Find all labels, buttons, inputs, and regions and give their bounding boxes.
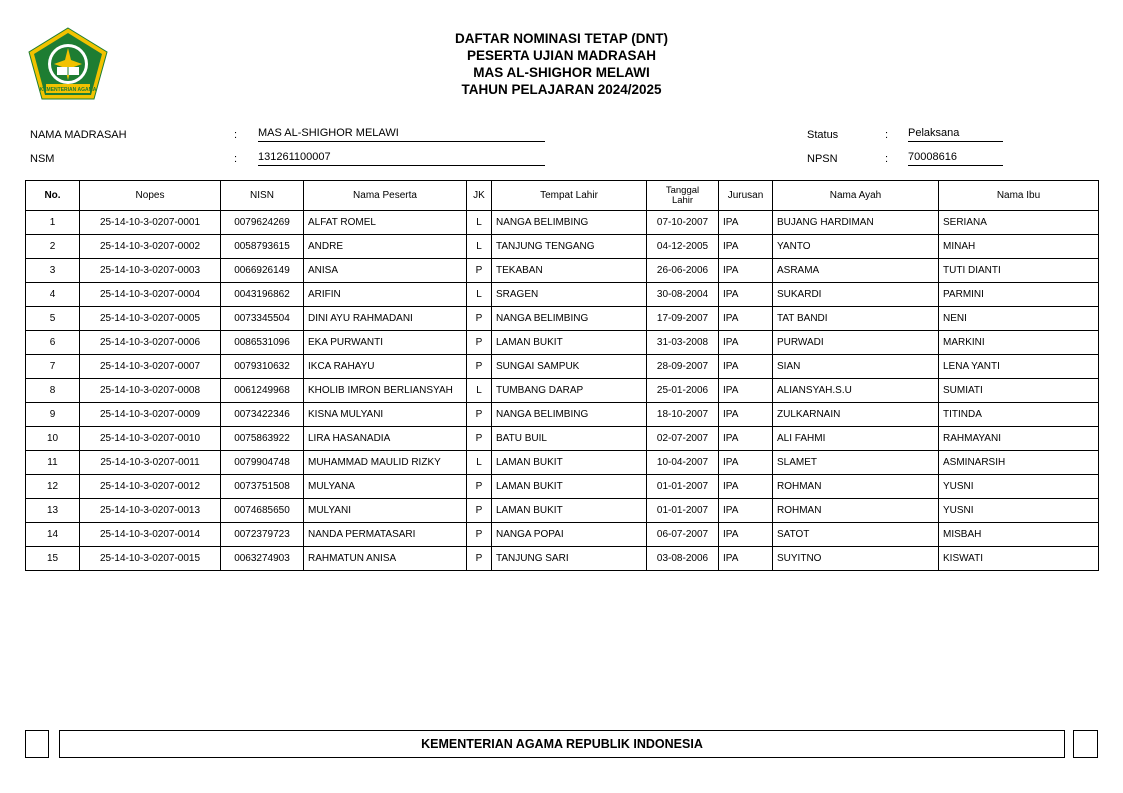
cell-ibu: MINAH: [939, 235, 1099, 259]
cell-nama: RAHMATUN ANISA: [304, 547, 467, 571]
cell-ibu: TUTI DIANTI: [939, 259, 1099, 283]
cell-no: 14: [26, 523, 80, 547]
cell-nama: MUHAMMAD MAULID RIZKY: [304, 451, 467, 475]
col-header-jk: JK: [467, 181, 492, 211]
cell-nisn: 0074685650: [221, 499, 304, 523]
cell-nisn: 0079624269: [221, 211, 304, 235]
cell-jurusan: IPA: [719, 307, 773, 331]
cell-tanggal: 02-07-2007: [647, 427, 719, 451]
cell-no: 7: [26, 355, 80, 379]
table-row: [26, 427, 1099, 451]
cell-tempat: NANGA BELIMBING: [492, 307, 647, 331]
cell-tempat: SRAGEN: [492, 283, 647, 307]
cell-no: 10: [26, 427, 80, 451]
cell-tempat: NANGA POPAI: [492, 523, 647, 547]
cell-jk: L: [467, 235, 492, 259]
footer-left-box: [25, 730, 49, 758]
cell-ibu: NENI: [939, 307, 1099, 331]
col-header-nama: Nama Peserta: [304, 181, 467, 211]
cell-ibu: PARMINI: [939, 283, 1099, 307]
cell-ibu: YUSNI: [939, 499, 1099, 523]
cell-tanggal: 25-01-2006: [647, 379, 719, 403]
cell-jk: P: [467, 403, 492, 427]
cell-ayah: ROHMAN: [773, 499, 939, 523]
cell-nopes: 25-14-10-3-0207-0008: [80, 379, 221, 403]
nama-madrasah-value: MAS AL-SHIGHOR MELAWI: [258, 128, 545, 142]
cell-nopes: 25-14-10-3-0207-0005: [80, 307, 221, 331]
nominee-table: [25, 180, 1099, 571]
cell-jurusan: IPA: [719, 235, 773, 259]
cell-ayah: ALIANSYAH.S.U: [773, 379, 939, 403]
cell-ibu: SUMIATI: [939, 379, 1099, 403]
cell-tempat: SUNGAI SAMPUK: [492, 355, 647, 379]
title-line-4: TAHUN PELAJARAN 2024/2025: [461, 82, 662, 97]
cell-nopes: 25-14-10-3-0207-0004: [80, 283, 221, 307]
status-colon: :: [885, 129, 889, 141]
cell-jurusan: IPA: [719, 379, 773, 403]
cell-tanggal: 01-01-2007: [647, 499, 719, 523]
cell-ibu: LENA YANTI: [939, 355, 1099, 379]
cell-nisn: 0066926149: [221, 259, 304, 283]
cell-no: 3: [26, 259, 80, 283]
cell-tempat: BATU BUIL: [492, 427, 647, 451]
cell-jk: P: [467, 355, 492, 379]
cell-no: 9: [26, 403, 80, 427]
cell-nisn: 0086531096: [221, 331, 304, 355]
nsm-colon: :: [234, 153, 238, 165]
cell-jk: P: [467, 475, 492, 499]
table-row: [26, 475, 1099, 499]
cell-no: 15: [26, 547, 80, 571]
cell-ayah: SLAMET: [773, 451, 939, 475]
cell-ayah: ROHMAN: [773, 475, 939, 499]
cell-nama: KISNA MULYANI: [304, 403, 467, 427]
cell-jurusan: IPA: [719, 475, 773, 499]
cell-ibu: SERIANA: [939, 211, 1099, 235]
cell-ibu: TITINDA: [939, 403, 1099, 427]
cell-nisn: 0072379723: [221, 523, 304, 547]
cell-ayah: ZULKARNAIN: [773, 403, 939, 427]
cell-no: 8: [26, 379, 80, 403]
cell-jurusan: IPA: [719, 427, 773, 451]
cell-ibu: KISWATI: [939, 547, 1099, 571]
cell-jk: P: [467, 259, 492, 283]
cell-nopes: 25-14-10-3-0207-0003: [80, 259, 221, 283]
cell-tanggal: 28-09-2007: [647, 355, 719, 379]
cell-nopes: 25-14-10-3-0207-0007: [80, 355, 221, 379]
cell-ayah: TAT BANDI: [773, 307, 939, 331]
cell-jurusan: IPA: [719, 523, 773, 547]
logo-text: KEMENTERIAN AGAMA: [39, 87, 97, 93]
table-row: [26, 211, 1099, 235]
cell-jurusan: IPA: [719, 403, 773, 427]
footer-right-box: [1073, 730, 1098, 758]
cell-nama: ANISA: [304, 259, 467, 283]
cell-nama: KHOLIB IMRON BERLIANSYAH: [304, 379, 467, 403]
cell-jk: L: [467, 379, 492, 403]
cell-jk: L: [467, 211, 492, 235]
cell-nama: ARIFIN: [304, 283, 467, 307]
cell-no: 1: [26, 211, 80, 235]
cell-nama: LIRA HASANADIA: [304, 427, 467, 451]
cell-tempat: LAMAN BUKIT: [492, 331, 647, 355]
cell-tempat: TANJUNG SARI: [492, 547, 647, 571]
cell-nisn: 0058793615: [221, 235, 304, 259]
cell-ayah: YANTO: [773, 235, 939, 259]
cell-nisn: 0073345504: [221, 307, 304, 331]
cell-no: 12: [26, 475, 80, 499]
status-value: Pelaksana: [908, 128, 1003, 142]
cell-tempat: LAMAN BUKIT: [492, 475, 647, 499]
cell-jurusan: IPA: [719, 283, 773, 307]
cell-tanggal: 17-09-2007: [647, 307, 719, 331]
cell-nama: ANDRE: [304, 235, 467, 259]
cell-nisn: 0073422346: [221, 403, 304, 427]
cell-no: 11: [26, 451, 80, 475]
cell-ibu: RAHMAYANI: [939, 427, 1099, 451]
table-row: [26, 331, 1099, 355]
cell-nama: MULYANI: [304, 499, 467, 523]
col-header-ibu: Nama Ibu: [939, 181, 1099, 211]
cell-tanggal: 18-10-2007: [647, 403, 719, 427]
cell-jk: P: [467, 523, 492, 547]
cell-nopes: 25-14-10-3-0207-0014: [80, 523, 221, 547]
cell-nisn: 0063274903: [221, 547, 304, 571]
cell-tanggal: 07-10-2007: [647, 211, 719, 235]
cell-nopes: 25-14-10-3-0207-0010: [80, 427, 221, 451]
table-row: [26, 379, 1099, 403]
cell-ibu: ASMINARSIH: [939, 451, 1099, 475]
cell-ibu: MISBAH: [939, 523, 1099, 547]
cell-jurusan: IPA: [719, 547, 773, 571]
kemenag-logo: [26, 26, 110, 102]
cell-nisn: 0075863922: [221, 427, 304, 451]
cell-nama: IKCA RAHAYU: [304, 355, 467, 379]
table-row: [26, 451, 1099, 475]
col-header-ayah: Nama Ayah: [773, 181, 939, 211]
col-header-jurusan: Jurusan: [719, 181, 773, 211]
cell-ayah: ALI FAHMI: [773, 427, 939, 451]
cell-jurusan: IPA: [719, 331, 773, 355]
cell-tempat: NANGA BELIMBING: [492, 211, 647, 235]
cell-nopes: 25-14-10-3-0207-0013: [80, 499, 221, 523]
cell-tanggal: 10-04-2007: [647, 451, 719, 475]
cell-jurusan: IPA: [719, 451, 773, 475]
cell-nisn: 0043196862: [221, 283, 304, 307]
cell-tanggal: 26-06-2006: [647, 259, 719, 283]
col-header-nopes: Nopes: [80, 181, 221, 211]
cell-jk: P: [467, 547, 492, 571]
cell-nopes: 25-14-10-3-0207-0002: [80, 235, 221, 259]
cell-jk: L: [467, 451, 492, 475]
cell-jk: L: [467, 283, 492, 307]
cell-nama: DINI AYU RAHMADANI: [304, 307, 467, 331]
cell-jurusan: IPA: [719, 355, 773, 379]
cell-nopes: 25-14-10-3-0207-0001: [80, 211, 221, 235]
cell-tanggal: 06-07-2007: [647, 523, 719, 547]
nsm-label: NSM: [30, 153, 55, 165]
cell-jk: P: [467, 427, 492, 451]
cell-nopes: 25-14-10-3-0207-0006: [80, 331, 221, 355]
document-title: [340, 30, 783, 98]
cell-nopes: 25-14-10-3-0207-0012: [80, 475, 221, 499]
cell-ayah: SUYITNO: [773, 547, 939, 571]
title-line-3: MAS AL-SHIGHOR MELAWI: [473, 65, 650, 80]
cell-nisn: 0073751508: [221, 475, 304, 499]
table-row: [26, 235, 1099, 259]
table-row: [26, 259, 1099, 283]
table-row: [26, 499, 1099, 523]
cell-jurusan: IPA: [719, 499, 773, 523]
cell-no: 2: [26, 235, 80, 259]
cell-nisn: 0079904748: [221, 451, 304, 475]
col-header-no: No.: [26, 181, 80, 211]
cell-nisn: 0079310632: [221, 355, 304, 379]
cell-tanggal: 30-08-2004: [647, 283, 719, 307]
cell-nopes: 25-14-10-3-0207-0011: [80, 451, 221, 475]
col-header-tempat: Tempat Lahir: [492, 181, 647, 211]
cell-tempat: TUMBANG DARAP: [492, 379, 647, 403]
footer-text: KEMENTERIAN AGAMA REPUBLIK INDONESIA: [421, 737, 703, 751]
cell-tanggal: 04-12-2005: [647, 235, 719, 259]
cell-ayah: PURWADI: [773, 331, 939, 355]
cell-ayah: SUKARDI: [773, 283, 939, 307]
cell-nama: MULYANA: [304, 475, 467, 499]
status-label: Status: [807, 129, 839, 141]
cell-ayah: SATOT: [773, 523, 939, 547]
cell-ibu: YUSNI: [939, 475, 1099, 499]
npsn-colon: :: [885, 153, 889, 165]
cell-jk: P: [467, 499, 492, 523]
cell-nama: ALFAT ROMEL: [304, 211, 467, 235]
nama-madrasah-colon: :: [234, 129, 238, 141]
nama-madrasah-label: NAMA MADRASAH: [30, 129, 127, 141]
cell-nopes: 25-14-10-3-0207-0015: [80, 547, 221, 571]
cell-tempat: TEKABAN: [492, 259, 647, 283]
cell-tanggal: 01-01-2007: [647, 475, 719, 499]
npsn-value: 70008616: [908, 152, 1003, 166]
col-header-nisn: NISN: [221, 181, 304, 211]
table-row: [26, 403, 1099, 427]
table-header-row: [26, 181, 1099, 211]
cell-tempat: NANGA BELIMBING: [492, 403, 647, 427]
table-row: [26, 523, 1099, 547]
cell-ayah: SIAN: [773, 355, 939, 379]
cell-jk: P: [467, 307, 492, 331]
col-header-tanggal-2: Lahir: [671, 194, 694, 206]
col-header-tanggal: [647, 181, 719, 211]
table-row: [26, 547, 1099, 571]
cell-nopes: 25-14-10-3-0207-0009: [80, 403, 221, 427]
cell-no: 6: [26, 331, 80, 355]
npsn-label: NPSN: [807, 153, 838, 165]
table-row: [26, 355, 1099, 379]
cell-ayah: ASRAMA: [773, 259, 939, 283]
cell-nama: EKA PURWANTI: [304, 331, 467, 355]
cell-no: 5: [26, 307, 80, 331]
cell-tanggal: 31-03-2008: [647, 331, 719, 355]
cell-ibu: MARKINI: [939, 331, 1099, 355]
cell-tempat: LAMAN BUKIT: [492, 499, 647, 523]
table-row: [26, 283, 1099, 307]
col-header-tanggal-1: Tanggal: [665, 184, 700, 196]
cell-jurusan: IPA: [719, 259, 773, 283]
cell-tempat: LAMAN BUKIT: [492, 451, 647, 475]
cell-ayah: BUJANG HARDIMAN: [773, 211, 939, 235]
table-row: [26, 307, 1099, 331]
cell-nama: NANDA PERMATASARI: [304, 523, 467, 547]
title-line-1: DAFTAR NOMINASI TETAP (DNT): [455, 31, 668, 46]
cell-tempat: TANJUNG TENGANG: [492, 235, 647, 259]
nsm-value: 131261100007: [258, 152, 545, 166]
cell-jk: P: [467, 331, 492, 355]
cell-no: 13: [26, 499, 80, 523]
cell-tanggal: 03-08-2006: [647, 547, 719, 571]
title-line-2: PESERTA UJIAN MADRASAH: [466, 48, 656, 63]
cell-no: 4: [26, 283, 80, 307]
cell-jurusan: IPA: [719, 211, 773, 235]
cell-nisn: 0061249968: [221, 379, 304, 403]
